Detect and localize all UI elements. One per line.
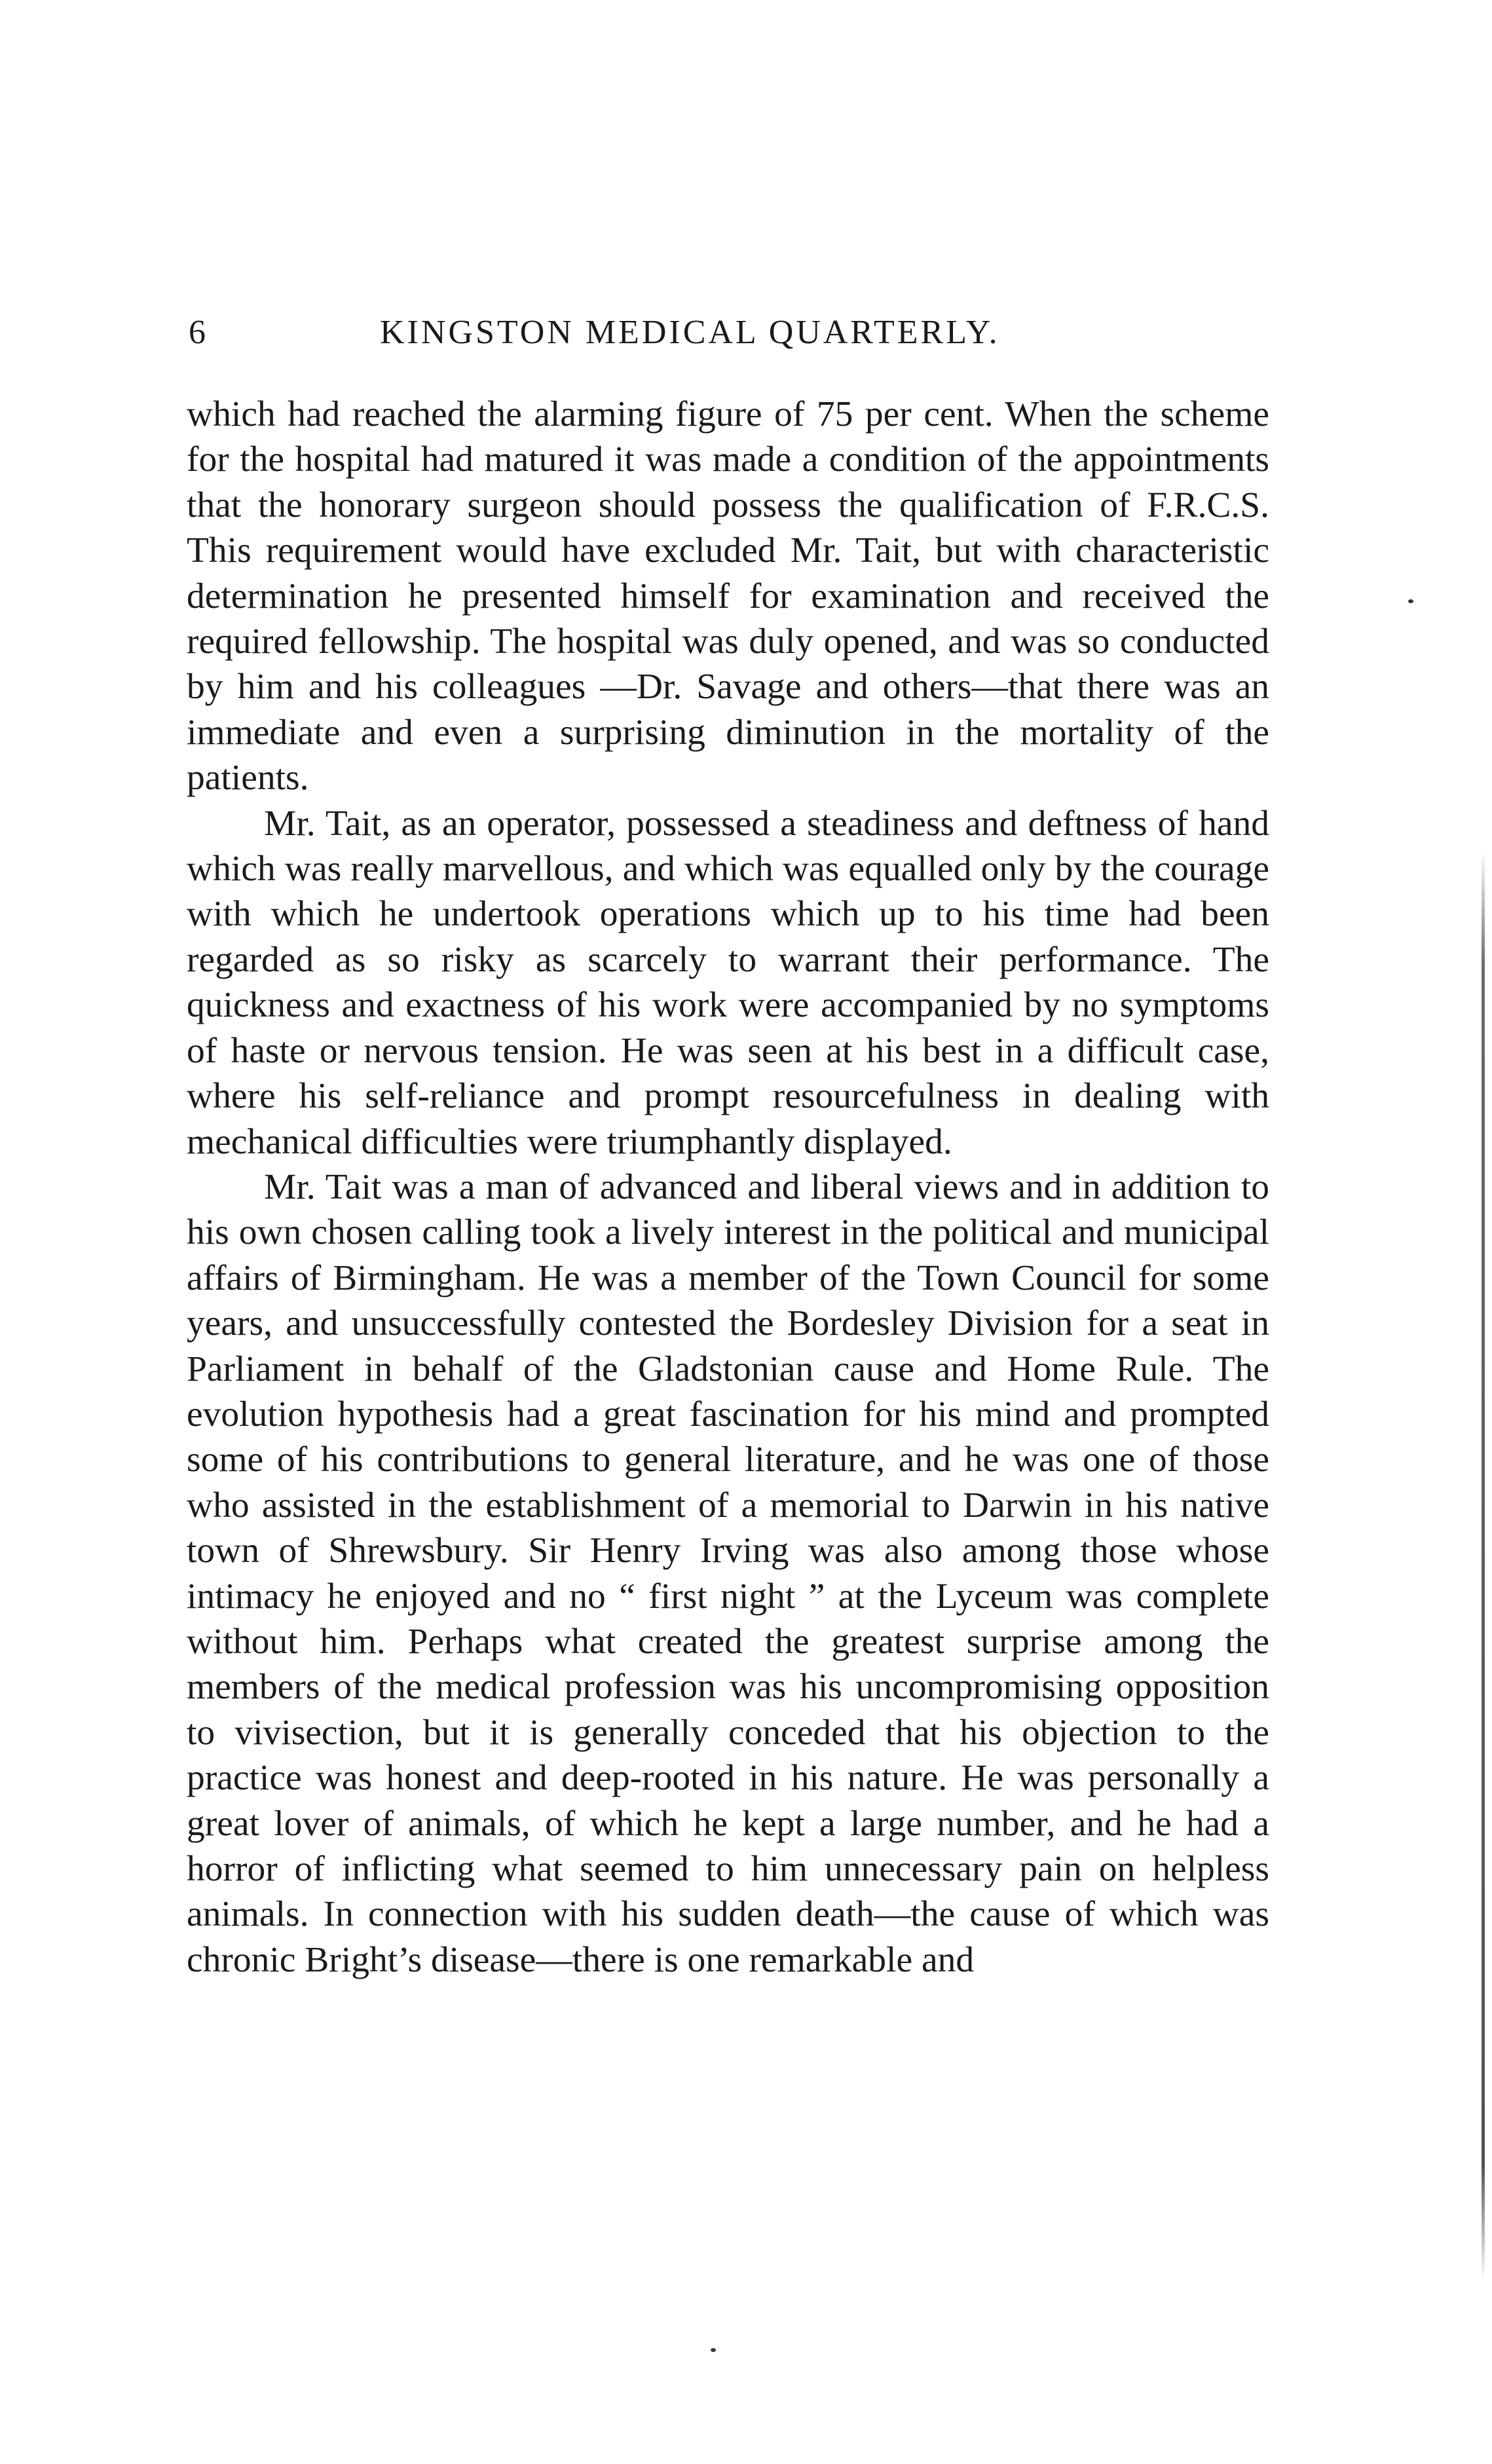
scan-edge-shadow: [1482, 851, 1485, 2279]
running-head: [189, 313, 1269, 365]
body-text: [187, 392, 1269, 1983]
paragraph-hospital-fellowship: which had reached the alarming figure of 75 per cent. When the scheme for the hospital had matured it was made a condition of the appointments that the honorary surgeon should possess the qualification of F.R.C.S. This requirement would have excluded Mr. Tait, but with characteristic determination he presented himself for examination and received the required fellowship. The hospital was duly opened, and was so conducted by him and his colleagues —Dr. Savage and others—that there was an immediate and even a surprising diminution in the mortality of the patients.: [187, 394, 1269, 798]
paragraph-operator-skill: Mr. Tait, as an operator, possessed a steadiness and deftness of hand which was really marvellous, and which was equalled only by the courage with which he undertook operations which up to his time had been regarded as so risky as scarcely to warrant their performance. The quickness and exactness of his work were accompanied by no symptoms of haste or nervous tension. He was seen at his best in a difficult case, where his self-reliance and prompt resourcefulness in dealing with mechanical difficulties were triumphantly displayed.: [187, 803, 1269, 1162]
paragraph-public-life: Mr. Tait was a man of advanced and liberal views and in addition to his own chosen calling took a lively interest in the political and municipal affairs of Birmingham. He was a member of the Town Council for some years, and unsuccessfully contested the Bordesley Division for a seat in Parliament in behalf of the Gladstonian cause and Home Rule. The evolution hypothesis had a great fascination for his mind and prompted some of his contributions to general literature, and he was one of those who assisted in the establishment of a memorial to Darwin in his native town of Shrewsbury. Sir Henry Irving was also among those whose intimacy he enjoyed and no “ first night ” at the Lyceum was complete without him. Perhaps what created the greatest surprise among the members of the medical profession was his uncompromising opposition to vivisection, but it is generally conceded that his objection to the practice was honest and deep-rooted in his nature. He was personally a great lover of animals, of which he kept a large number, and he had a horror of inflicting what seemed to him unnecessary pain on helpless animals. In connection with his sudden death—the cause of which was chronic Bright’s disease—there is one remarkable and: [187, 1167, 1269, 1980]
page-number: 6: [189, 314, 208, 351]
scan-speck: [1408, 599, 1413, 603]
scan-speck: [711, 2348, 716, 2352]
journal-title: KINGSTON MEDICAL QUARTERLY.: [380, 314, 1000, 351]
